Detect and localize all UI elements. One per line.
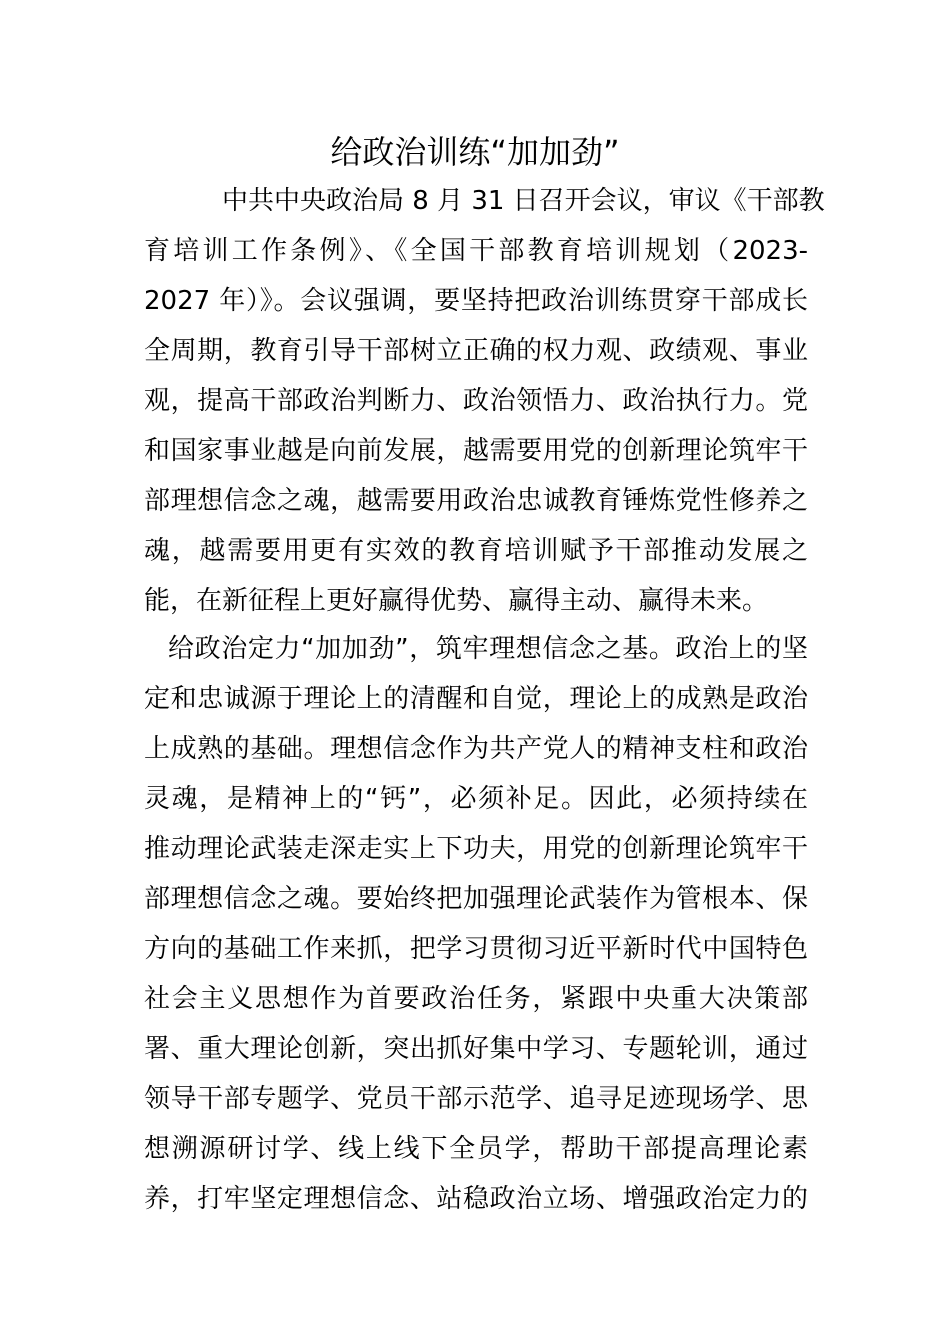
paragraph-line: 领导干部专题学、党员干部示范学、追寻足迹现场学、思 — [144, 1084, 808, 1114]
paragraph-line: 灵魂，是精神上的“钙”，必须补足。因此，必须持续在 — [144, 784, 808, 814]
document-title: 给政治训练“加加劲” — [330, 133, 620, 171]
paragraph-line: 观，提高干部政治判断力、政治领悟力、政治执行力。党 — [144, 386, 808, 416]
paragraph-line: 中共中央政治局 8 月 31 日召开会议，审议《干部教 — [222, 186, 825, 216]
paragraph-line: 方向的基础工作来抓，把学习贯彻习近平新时代中国特色 — [144, 934, 808, 964]
paragraph-line: 育培训工作条例》、《全国干部教育培训规划（2023- — [144, 236, 808, 266]
paragraph-line: 全周期，教育引导干部树立正确的权力观、政绩观、事业 — [144, 336, 808, 366]
paragraph-line: 推动理论武装走深走实上下功夫，用党的创新理论筑牢干 — [144, 834, 808, 864]
paragraph-line: 和国家事业越是向前发展，越需要用党的创新理论筑牢干 — [144, 436, 808, 466]
paragraph-line: 给政治定力“加加劲”，筑牢理想信念之基。政治上的坚 — [168, 634, 808, 664]
paragraph-line: 2027 年）》。会议强调，要坚持把政治训练贯穿干部成长 — [144, 286, 808, 316]
paragraph-line: 魂，越需要用更有实效的教育培训赋予干部推动发展之 — [144, 536, 808, 566]
paragraph-line: 能，在新征程上更好赢得优势、赢得主动、赢得未来。 — [144, 586, 769, 616]
paragraph-line: 定和忠诚源于理论上的清醒和自觉，理论上的成熟是政治 — [144, 684, 808, 714]
paragraph-line: 社会主义思想作为首要政治任务，紧跟中央重大决策部 — [144, 984, 808, 1014]
paragraph-line: 署、重大理论创新，突出抓好集中学习、专题轮训，通过 — [144, 1034, 808, 1064]
paragraph-line: 上成熟的基础。理想信念作为共产党人的精神支柱和政治 — [144, 734, 808, 764]
paragraph-line: 部理想信念之魂。要始终把加强理论武装作为管根本、保 — [144, 884, 808, 914]
paragraph-line: 部理想信念之魂，越需要用政治忠诚教育锤炼党性修养之 — [144, 486, 808, 516]
paragraph-line: 养，打牢坚定理想信念、站稳政治立场、增强政治定力的 — [144, 1184, 808, 1214]
paragraph-line: 想溯源研讨学、线上线下全员学，帮助干部提高理论素 — [144, 1134, 808, 1164]
